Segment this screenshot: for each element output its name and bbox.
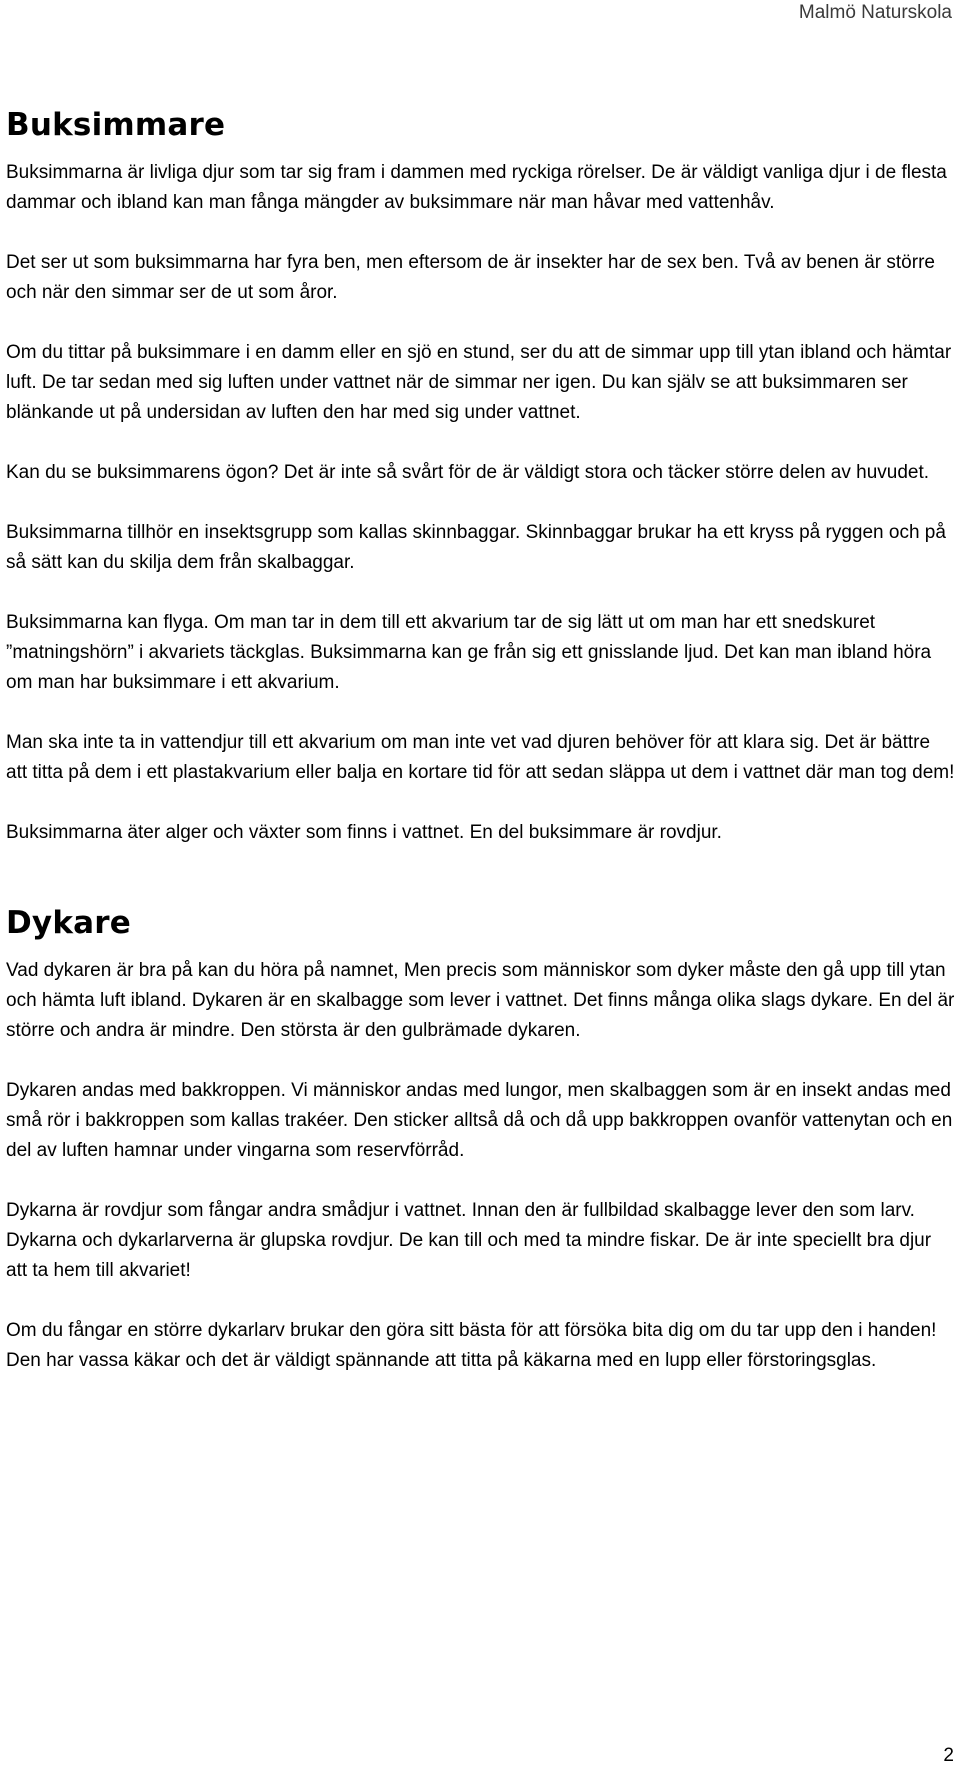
- document-body: [6, 108, 956, 1406]
- section-title: Dykare: [6, 905, 131, 942]
- paragraph: Om du fångar en större dykarlarv brukar den göra sitt bästa för att försöka bita dig om du tar upp den i handen! Den har vassa käkar och det är väldigt spännande att titta på käkarna med en lupp eller förstoringsglas.: [6, 1320, 937, 1372]
- paragraph: Det ser ut som buksimmarna har fyra ben, men eftersom de är insekter har de sex ben. Två av benen är större och när den simmar ser de ut som åror.: [6, 252, 935, 304]
- page-header: Malmö Naturskola: [798, 2, 952, 23]
- paragraph: Dykarna är rovdjur som fångar andra smådjur i vattnet. Innan den är fullbildad skalbagge lever den som larv. Dykarna och dykarlarverna är glupska rovdjur. De kan till och med ta mindre fiskar. De är inte speciellt bra djur att ta hem till akvariet!: [6, 1200, 932, 1282]
- paragraph: Dykaren andas med bakkroppen. Vi människor andas med lungor, men skalbaggen som är en insekt andas med små rör i bakkroppen som kallas trakéer. Den sticker alltså då och då upp bakkroppen ovanför vattenytan och en del av luften hamnar under vingarna som reservförråd.: [6, 1080, 953, 1162]
- paragraph: Buksimmarna äter alger och växter som finns i vattnet. En del buksimmare är rovdjur.: [6, 822, 722, 844]
- paragraph: Buksimmarna kan flyga. Om man tar in dem till ett akvarium tar de sig lätt ut om man har ett snedskuret ”matningshörn” i akvariets täckglas. Buksimmarna kan ge från sig ett gnisslande ljud. Det kan man ibland höra om man har buksimmare i ett akvarium.: [6, 612, 932, 694]
- section-buksimmare: [6, 108, 956, 848]
- paragraph: Kan du se buksimmarens ögon? Det är inte så svårt för de är väldigt stora och täcker större delen av huvudet.: [6, 462, 930, 484]
- paragraph: Om du tittar på buksimmare i en damm eller en sjö en stund, ser du att de simmar upp till ytan ibland och hämtar luft. De tar sedan med sig luften under vattnet när de simmar ner igen. Du kan själv se att buksimmaren ser blänkande ut på undersidan av luften den har med sig under vattnet.: [6, 342, 952, 424]
- section-dykare: [6, 906, 956, 1376]
- paragraph: Vad dykaren är bra på kan du höra på namnet, Men precis som människor som dyker måste den gå upp till ytan och hämta luft ibland. Dykaren är en skalbagge som lever i vattnet. Det finns många olika slags dykare. En del är större och andra är mindre. Den största är den gulbrämade dykaren.: [6, 960, 955, 1042]
- page-number: 2: [943, 1745, 954, 1766]
- paragraph: Buksimmarna är livliga djur som tar sig fram i dammen med ryckiga rörelser. De är väldigt vanliga djur i de flesta dammar och ibland kan man fånga mängder av buksimmare när man håvar med vattenhåv.: [6, 162, 947, 214]
- paragraph: Buksimmarna tillhör en insektsgrupp som kallas skinnbaggar. Skinnbaggar brukar ha ett kryss på ryggen och på så sätt kan du skilja dem från skalbaggar.: [6, 522, 946, 574]
- paragraph: Man ska inte ta in vattendjur till ett akvarium om man inte vet vad djuren behöver för att klara sig. Det är bättre att titta på dem i ett plastakvarium eller balja en kortare tid för att sedan släppa ut dem i vattnet där man tog dem!: [6, 732, 955, 784]
- section-title: Buksimmare: [6, 107, 226, 143]
